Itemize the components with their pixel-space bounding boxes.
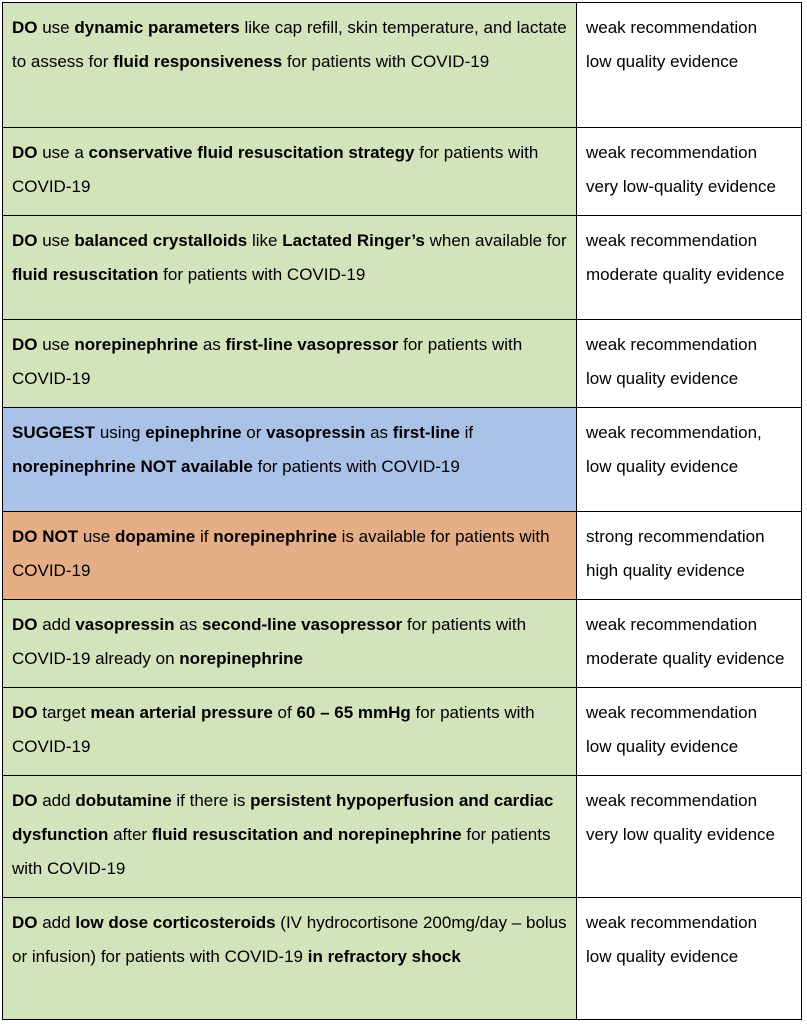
evidence-quality: low quality evidence <box>586 369 739 388</box>
recommendation-keyword: norepinephrine NOT available <box>12 457 253 476</box>
recommendation-keyword: DO <box>12 18 38 37</box>
recommendation-strength: weak recommendation <box>586 791 758 810</box>
recommendation-text: as <box>174 615 202 634</box>
recommendation-text: of <box>272 703 297 722</box>
recommendation-keyword: in refractory shock <box>307 947 461 966</box>
recommendation-keyword: dynamic parameters <box>74 18 240 37</box>
evidence-cell <box>577 128 802 216</box>
recommendation-text: is available for patients with COVID-19 <box>12 527 550 580</box>
recommendation-keyword: DO <box>12 143 38 162</box>
recommendation-keyword: DO <box>12 335 38 354</box>
recommendation-text: use a <box>37 143 89 162</box>
evidence-quality: moderate quality evidence <box>586 265 785 284</box>
evidence-cell <box>577 898 802 1020</box>
recommendation-keyword: balanced crystalloids <box>74 231 248 250</box>
recommendation-text: add <box>37 791 76 810</box>
recommendation-strength: strong recommendation <box>586 527 765 546</box>
evidence-quality: low quality evidence <box>586 947 739 966</box>
evidence-cell <box>577 512 802 600</box>
recommendation-text: as <box>198 335 226 354</box>
recommendation-text: as <box>365 423 393 442</box>
evidence-quality: low quality evidence <box>586 737 739 756</box>
recommendation-keyword: dopamine <box>114 527 196 546</box>
recommendation-text: if <box>195 527 214 546</box>
recommendation-keyword: SUGGEST <box>12 423 96 442</box>
recommendation-keyword: mean arterial pressure <box>90 703 273 722</box>
recommendation-strength: weak recommendation <box>586 615 758 634</box>
recommendation-text: for patients with COVID-19 <box>252 457 460 476</box>
recommendation-keyword: fluid responsiveness <box>113 52 283 71</box>
recommendation-text: for patients with COVID-19 <box>12 825 551 878</box>
recommendation-text: or <box>241 423 267 442</box>
recommendation-keyword: persistent hypoperfusion and cardiac dysfunction <box>12 791 554 844</box>
recommendation-text: add <box>37 615 76 634</box>
recommendation-keyword: first-line <box>392 423 460 442</box>
recommendation-keyword: first-line vasopressor <box>225 335 399 354</box>
recommendation-text: use <box>37 335 75 354</box>
table-row <box>3 512 802 600</box>
recommendation-keyword: DO NOT <box>12 527 79 546</box>
evidence-cell <box>577 688 802 776</box>
recommendation-keyword: norepinephrine <box>213 527 337 546</box>
table-row <box>3 128 802 216</box>
table-row <box>3 408 802 512</box>
evidence-quality: moderate quality evidence <box>586 649 785 668</box>
recommendation-keyword: second-line vasopressor <box>201 615 403 634</box>
recommendation-text: use <box>78 527 115 546</box>
recommendation-cell-do <box>3 776 577 898</box>
table-row <box>3 320 802 408</box>
evidence-quality: low quality evidence <box>586 52 739 71</box>
recommendation-keyword: norepinephrine <box>179 649 303 668</box>
evidence-cell <box>577 776 802 898</box>
recommendation-keyword: dobutamine <box>75 791 172 810</box>
evidence-quality: high quality evidence <box>586 561 745 580</box>
recommendation-text: if there is <box>171 791 251 810</box>
recommendation-text: for patients with COVID-19 <box>282 52 490 71</box>
recommendation-text: add <box>37 913 76 932</box>
recommendations-table <box>2 2 802 1020</box>
recommendation-keyword: vasopressin <box>266 423 366 442</box>
recommendation-cell-do <box>3 600 577 688</box>
recommendation-keyword: DO <box>12 913 38 932</box>
evidence-quality: very low-quality evidence <box>586 177 776 196</box>
recommendation-strength: weak recommendation, <box>586 423 762 442</box>
recommendation-keyword: Lactated Ringer’s <box>282 231 425 250</box>
evidence-quality: very low quality evidence <box>586 825 775 844</box>
recommendation-text: use <box>37 18 75 37</box>
recommendation-keyword: DO <box>12 791 38 810</box>
recommendation-text: if <box>459 423 474 442</box>
recommendation-keyword: low dose corticosteroids <box>75 913 276 932</box>
recommendation-cell-suggest <box>3 408 577 512</box>
recommendation-strength: weak recommendation <box>586 913 758 932</box>
recommendation-keyword: epinephrine <box>145 423 242 442</box>
recommendation-keyword: 60 – 65 mmHg <box>296 703 411 722</box>
evidence-quality: low quality evidence <box>586 457 739 476</box>
recommendation-text: for patients with COVID-19 <box>158 265 366 284</box>
evidence-cell <box>577 408 802 512</box>
recommendation-text: using <box>95 423 146 442</box>
table-row <box>3 776 802 898</box>
recommendation-text: like <box>247 231 283 250</box>
evidence-cell <box>577 600 802 688</box>
table-row <box>3 898 802 1020</box>
recommendation-keyword: fluid resuscitation and norepinephrine <box>151 825 462 844</box>
recommendation-text: like cap refill, skin temperature, and lactate to assess for <box>12 18 567 71</box>
recommendation-cell-do <box>3 128 577 216</box>
recommendation-text: for patients with COVID-19 <box>12 335 523 388</box>
recommendation-cell-do <box>3 216 577 320</box>
evidence-cell <box>577 320 802 408</box>
recommendation-text: use <box>37 231 75 250</box>
table-row <box>3 600 802 688</box>
recommendation-keyword: fluid resuscitation <box>12 265 159 284</box>
recommendation-keyword: vasopressin <box>75 615 175 634</box>
recommendation-cell-do <box>3 898 577 1020</box>
recommendation-strength: weak recommendation <box>586 143 758 162</box>
recommendation-text: for patients with COVID-19 <box>12 143 539 196</box>
table-row <box>3 688 802 776</box>
recommendation-keyword: DO <box>12 615 38 634</box>
recommendation-cell-do <box>3 320 577 408</box>
recommendation-text: (IV hydrocortisone 200mg/day – bolus or infusion) for patients with COVID-19 <box>12 913 567 966</box>
evidence-cell <box>577 3 802 128</box>
recommendation-text: after <box>108 825 152 844</box>
table-row <box>3 216 802 320</box>
recommendation-keyword: DO <box>12 703 38 722</box>
recommendation-cell-do-not <box>3 512 577 600</box>
table-row <box>3 3 802 128</box>
recommendation-strength: weak recommendation <box>586 335 758 354</box>
recommendation-cell-do <box>3 688 577 776</box>
recommendation-text: target <box>37 703 91 722</box>
recommendation-keyword: norepinephrine <box>74 335 199 354</box>
recommendation-keyword: conservative fluid resuscitation strategy <box>88 143 415 162</box>
recommendation-text: for patients with COVID-19 <box>12 703 535 756</box>
recommendation-text: for patients with COVID-19 already on <box>12 615 527 668</box>
recommendation-cell-do <box>3 3 577 128</box>
evidence-cell <box>577 216 802 320</box>
recommendation-keyword: DO <box>12 231 38 250</box>
recommendation-strength: weak recommendation <box>586 703 758 722</box>
recommendation-text: when available for <box>424 231 567 250</box>
recommendation-strength: weak recommendation <box>586 18 758 37</box>
recommendation-strength: weak recommendation <box>586 231 758 250</box>
recommendations-table-body <box>3 3 802 1020</box>
